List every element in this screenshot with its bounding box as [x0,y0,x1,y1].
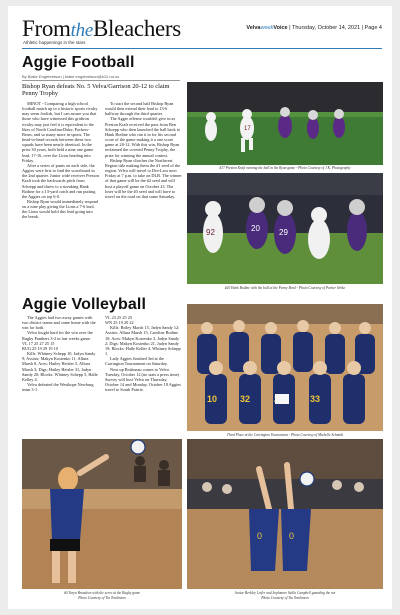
football-byline: By Blake Engebretson | blake.engebretson@k12.nd.us [22,74,120,79]
masthead-rule [22,48,382,49]
football-heading: Aggie Football [22,54,135,71]
issue-info: VelvaweekVoice | Thursday, October 14, 2021 | Page 4 [246,25,382,31]
football-photo-caption-1: #17 Preston Kraft running the ball in the Ryan game - Photo Courtesy of J.K. Photography [219,166,351,170]
volleyball-team-photo [187,304,383,431]
net-photo-credit: Photo Courtesy of Tia Tomlinson [261,596,309,600]
newspaper-page [8,6,392,609]
section-tagline: Athletic happenings in the stars [23,40,86,45]
serve-photo-credit: Photo Courtesy of Tia Tomlinson [78,596,126,600]
svg-text:92: 92 [206,228,215,237]
football-subhead: Bishop Ryan defeats No. 5 Velva/Garrison 20-12 to claim Penny Trophy [22,83,170,98]
jersey-number: 32 [240,394,251,404]
football-column-2: To start the second half Bishop Ryan would then extend their lead to 13-6 halfway through the third quarter. The Aggie offense wouldn't give in as Preston Kraft received the pass from Ben Schrepp who then launched the ball back to Hank Bodine who ran it in for his second score of the game making it a one score game at 20-12. With this win, Bishop Ryan reclaimed the coveted Penny Trophy, the prize for winning the annual contest. Bishop Ryan clinches the Northwest Region title making them the #1 seed of the region. Velva will travel to Des-Lacs next Friday at 7 p.m. to take on DLB. The winner of that game will be the #2 seed and will host a playoff game on October 23. The loser will be the #3 seed and will have to travel on the road on that same Saturday. [105,101,182,199]
svg-text:29: 29 [279,228,288,237]
volleyball-article [22,315,182,433]
masthead [22,16,382,46]
section-title: FromtheBleachers [22,16,181,41]
team-photo-caption: Third Place at the Carrington Tournament - Photo Courtesy of Michelle Schmidt [226,433,344,437]
volleyball-column-2: VL 23 25 25 25 WN 25 19 20 22 Kills: Briley Marsh 15, Jadyn Sandy 12; Assists: Allura Marsh 15, Caroline Bodine 10; Aces: Makyn Kostenko 3, Jadyn Sandy 2; Digs: Makyn Kostenko 21, Jadyn Sandy 19; Blocks: Halle Keller 4, Whitney Schepp 1. Lady Aggies finished 3rd at the Carrington Tournament on Saturday. Next up Bottineau comes to Velva Tuesday, October 12 (no stats a press time) Survey will host Velva on Thursday, October 14 and Monday, October 18 Aggies travel to South Prairie. [105,315,181,393]
byline-rule [22,80,180,81]
football-photo-penny-bowl [187,173,383,284]
svg-text:0: 0 [289,531,295,541]
football-article [22,101,182,285]
football-photo-caption-2: #20 Hank Bodine with the ball at the Penny Bowl - Photo Courtesy of Parker Strike [224,286,346,290]
volleyball-heading: Aggie Volleyball [22,296,146,313]
jersey-number: 10 [207,394,218,404]
svg-text:17: 17 [244,126,251,132]
volleyball-net-photo [187,439,383,589]
volleyball-serve-photo [22,439,182,589]
football-column-1: MINOT - Comparing a high school football match up to a historic sports rivalry may seem foolish, but I can assure you that those who have witnessed this gridiron rivalry may just feel it is equivalent to the likes of North Carolina-Duke, Packers-Bears, and so many more in sports. The head-to-head records between these two squads have been nearly identical. In the prior 30 years, both held a nine one game lead, 17-16, over the Lions heading into Friday. After a series of punts on each side, the Aggies were first to find the scoreboard in the 2nd quarter. Junior wide receiver Preston Kraft took the backwards pitch from Schrepp and threw to a streaking Hank Bodine for a 13-yard catch and run putting the Aggies on top 6-0. Bishop Ryan would immediately respond on a nine play giving the Lions a 7-6 lead, the Lions would hold this lead going into the break. [22,101,99,220]
jersey-number: 33 [310,394,321,404]
football-photo-running [187,82,383,165]
volleyball-column-1: The Aggies had two away games with two district teams and came home with the win for both. Velva fought hard for the win over the Rugby Panthers 3-2 in last weeks game. VL 17 25 27 25 15 RUG 25 19 29 19 10 Kills: Whitney Schepp 10, Jadyn Sandy 9; Assists: Makyn Kostenko 11, Allura Marsh 8, Aces: Hailey Heisler 5, Allura Marsh 3; Digs: Hailey Heisler 31, Jadyn Sandy 20; Blocks: Whitney Schepp 5, Halle Kelley 4. Velva defeated the Westhope Newburg team 3-1. [22,315,98,393]
svg-text:0: 0 [257,531,263,541]
svg-text:20: 20 [251,224,260,233]
net-photo-caption: Junior Berkley Leifer and Sophmore Stella Campbell guarding the net [234,591,336,595]
serve-photo-caption: #0 Taryn Broadeen with the serve at the Rugby game [63,591,141,595]
